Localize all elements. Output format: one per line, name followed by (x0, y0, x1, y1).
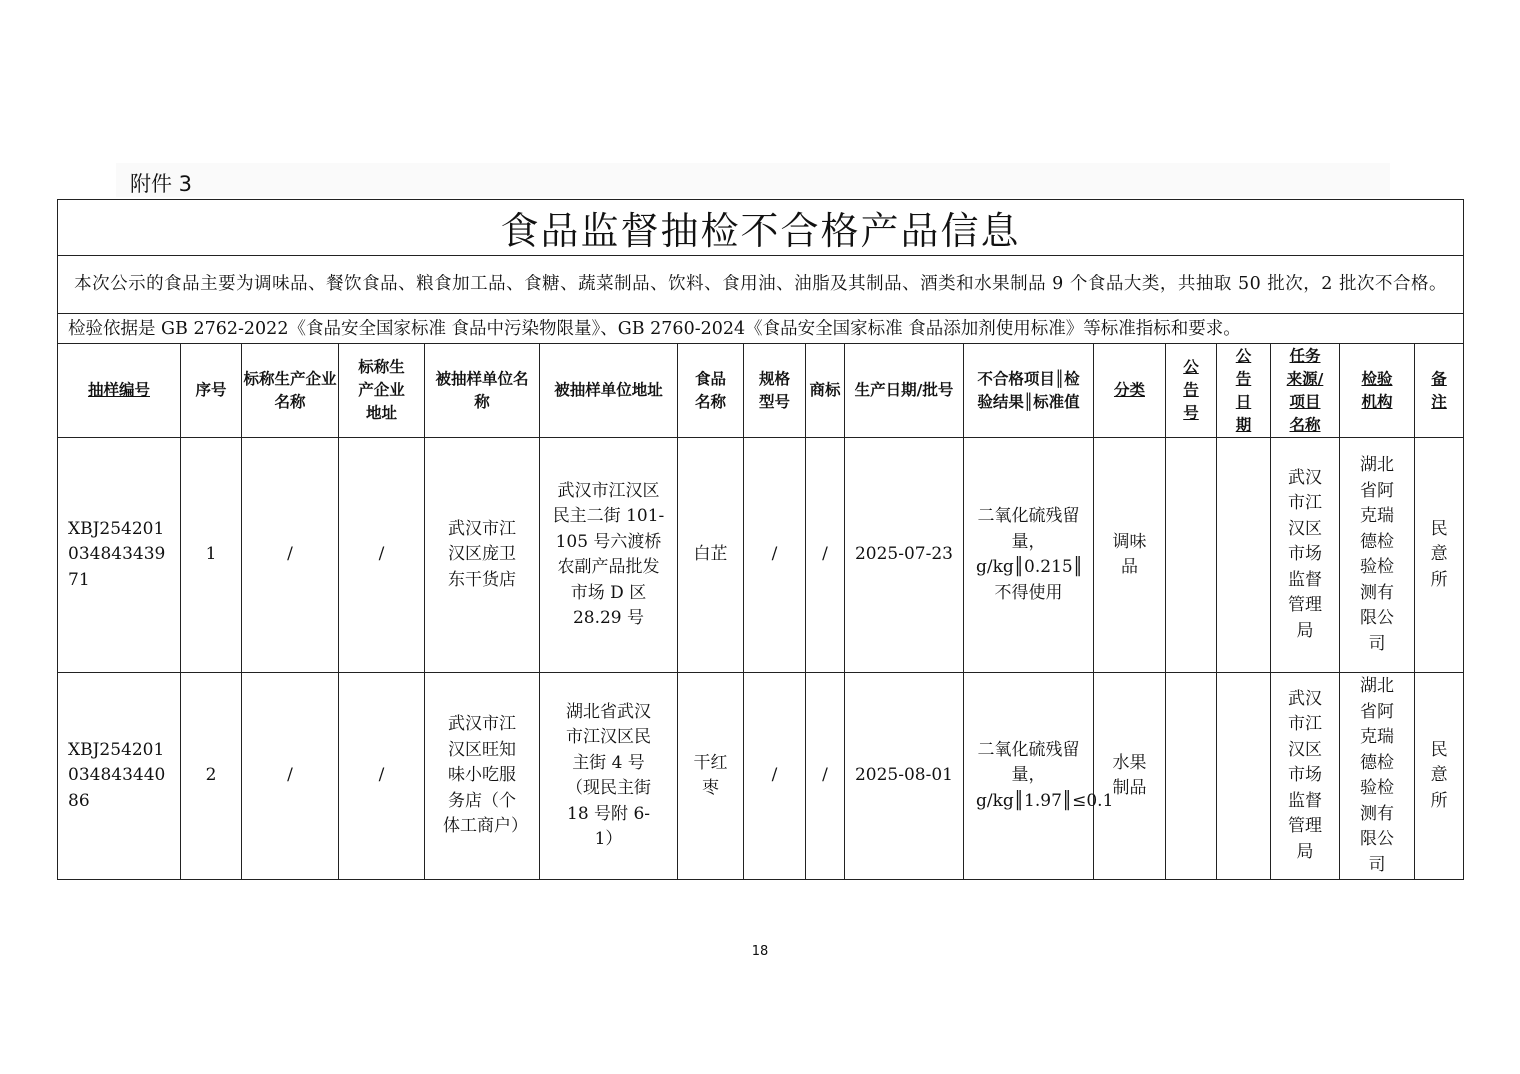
cell-task-source: 武汉市江汉区市场监督管理局 (1271, 673, 1340, 880)
table-title: 食品监督抽检不合格产品信息 (58, 200, 1464, 256)
cell-sampled-addr: 武汉市江汉区民主二街 101-105 号六渡桥农副产品批发市场 D 区 28.29 号 (540, 438, 678, 673)
cell-remark: 民意所 (1415, 438, 1464, 673)
cell-category: 水果制品 (1094, 673, 1166, 880)
header-category: 分类 (1094, 344, 1166, 438)
header-sampled-addr: 被抽样单位地址 (540, 344, 678, 438)
header-producer-name: 标称生产企业名称 (242, 344, 339, 438)
cell-notice-no (1166, 438, 1217, 673)
cell-remark: 民意所 (1415, 673, 1464, 880)
attachment-bar (116, 163, 1390, 197)
header-brand: 商标 (806, 344, 845, 438)
header-seq: 序号 (181, 344, 242, 438)
header-producer-addr: 标称生产企业地址 (339, 344, 425, 438)
cell-category: 调味品 (1094, 438, 1166, 673)
cell-producer-name: / (242, 438, 339, 673)
cell-failed-item: 二氧化硫残留量，g/kg║0.215║不得使用 (964, 438, 1094, 673)
cell-spec: / (744, 438, 806, 673)
header-spec: 规格型号 (744, 344, 806, 438)
header-notice-date: 公告日期 (1217, 344, 1271, 438)
header-food-name: 食品名称 (678, 344, 744, 438)
cell-producer-name: / (242, 673, 339, 880)
cell-sampled-name: 武汉市江汉区庞卫东干货店 (425, 438, 540, 673)
cell-brand: / (806, 673, 845, 880)
cell-food-name: 白芷 (678, 438, 744, 673)
unqualified-products-table (57, 199, 1464, 880)
table-row (58, 673, 1464, 880)
intro-text: 本次公示的食品主要为调味品、餐饮食品、粮食加工品、食糖、蔬菜制品、饮料、食用油、油脂及其制品、酒类和水果制品 9 个食品大类，共抽取 50 批次，2 批次不合格。 (58, 256, 1464, 314)
header-row (58, 344, 1464, 438)
cell-sample-no: XBJ25420103484344086 (58, 673, 181, 880)
cell-date: 2025-07-23 (845, 438, 964, 673)
cell-date: 2025-08-01 (845, 673, 964, 880)
cell-sample-no: XBJ25420103484343971 (58, 438, 181, 673)
attachment-label: 附件 3 (130, 172, 193, 196)
cell-seq: 2 (181, 673, 242, 880)
header-task-source: 任务来源/项目名称 (1271, 344, 1340, 438)
cell-agency: 湖北省阿克瑞德检验检测有限公司 (1340, 438, 1415, 673)
cell-brand: / (806, 438, 845, 673)
cell-producer-addr: / (339, 438, 425, 673)
header-notice-no: 公告号 (1166, 344, 1217, 438)
cell-sampled-addr: 湖北省武汉市江汉区民主街 4 号（现民主街 18 号附 6-1） (540, 673, 678, 880)
page-number: 18 (751, 944, 769, 959)
cell-agency: 湖北省阿克瑞德检验检测有限公司 (1340, 673, 1415, 880)
cell-notice-date (1217, 673, 1271, 880)
cell-task-source: 武汉市江汉区市场监督管理局 (1271, 438, 1340, 673)
header-failed-item: 不合格项目║检验结果║标准值 (964, 344, 1094, 438)
header-remark: 备注 (1415, 344, 1464, 438)
cell-notice-no (1166, 673, 1217, 880)
cell-seq: 1 (181, 438, 242, 673)
cell-producer-addr: / (339, 673, 425, 880)
header-sample-no: 抽样编号 (58, 344, 181, 438)
header-agency: 检验机构 (1340, 344, 1415, 438)
cell-food-name: 干红枣 (678, 673, 744, 880)
cell-sampled-name: 武汉市江汉区旺知味小吃服务店（个体工商户） (425, 673, 540, 880)
cell-notice-date (1217, 438, 1271, 673)
header-date: 生产日期/批号 (845, 344, 964, 438)
header-sampled-name: 被抽样单位名称 (425, 344, 540, 438)
cell-spec: / (744, 673, 806, 880)
cell-failed-item: 二氧化硫残留量，g/kg║1.97║≤0.1 (964, 673, 1094, 880)
table-row (58, 438, 1464, 673)
basis-text: 检验依据是 GB 2762-2022《食品安全国家标准 食品中污染物限量》、GB 2760-2024《食品安全国家标准 食品添加剂使用标准》等标准指标和要求。 (58, 314, 1464, 344)
